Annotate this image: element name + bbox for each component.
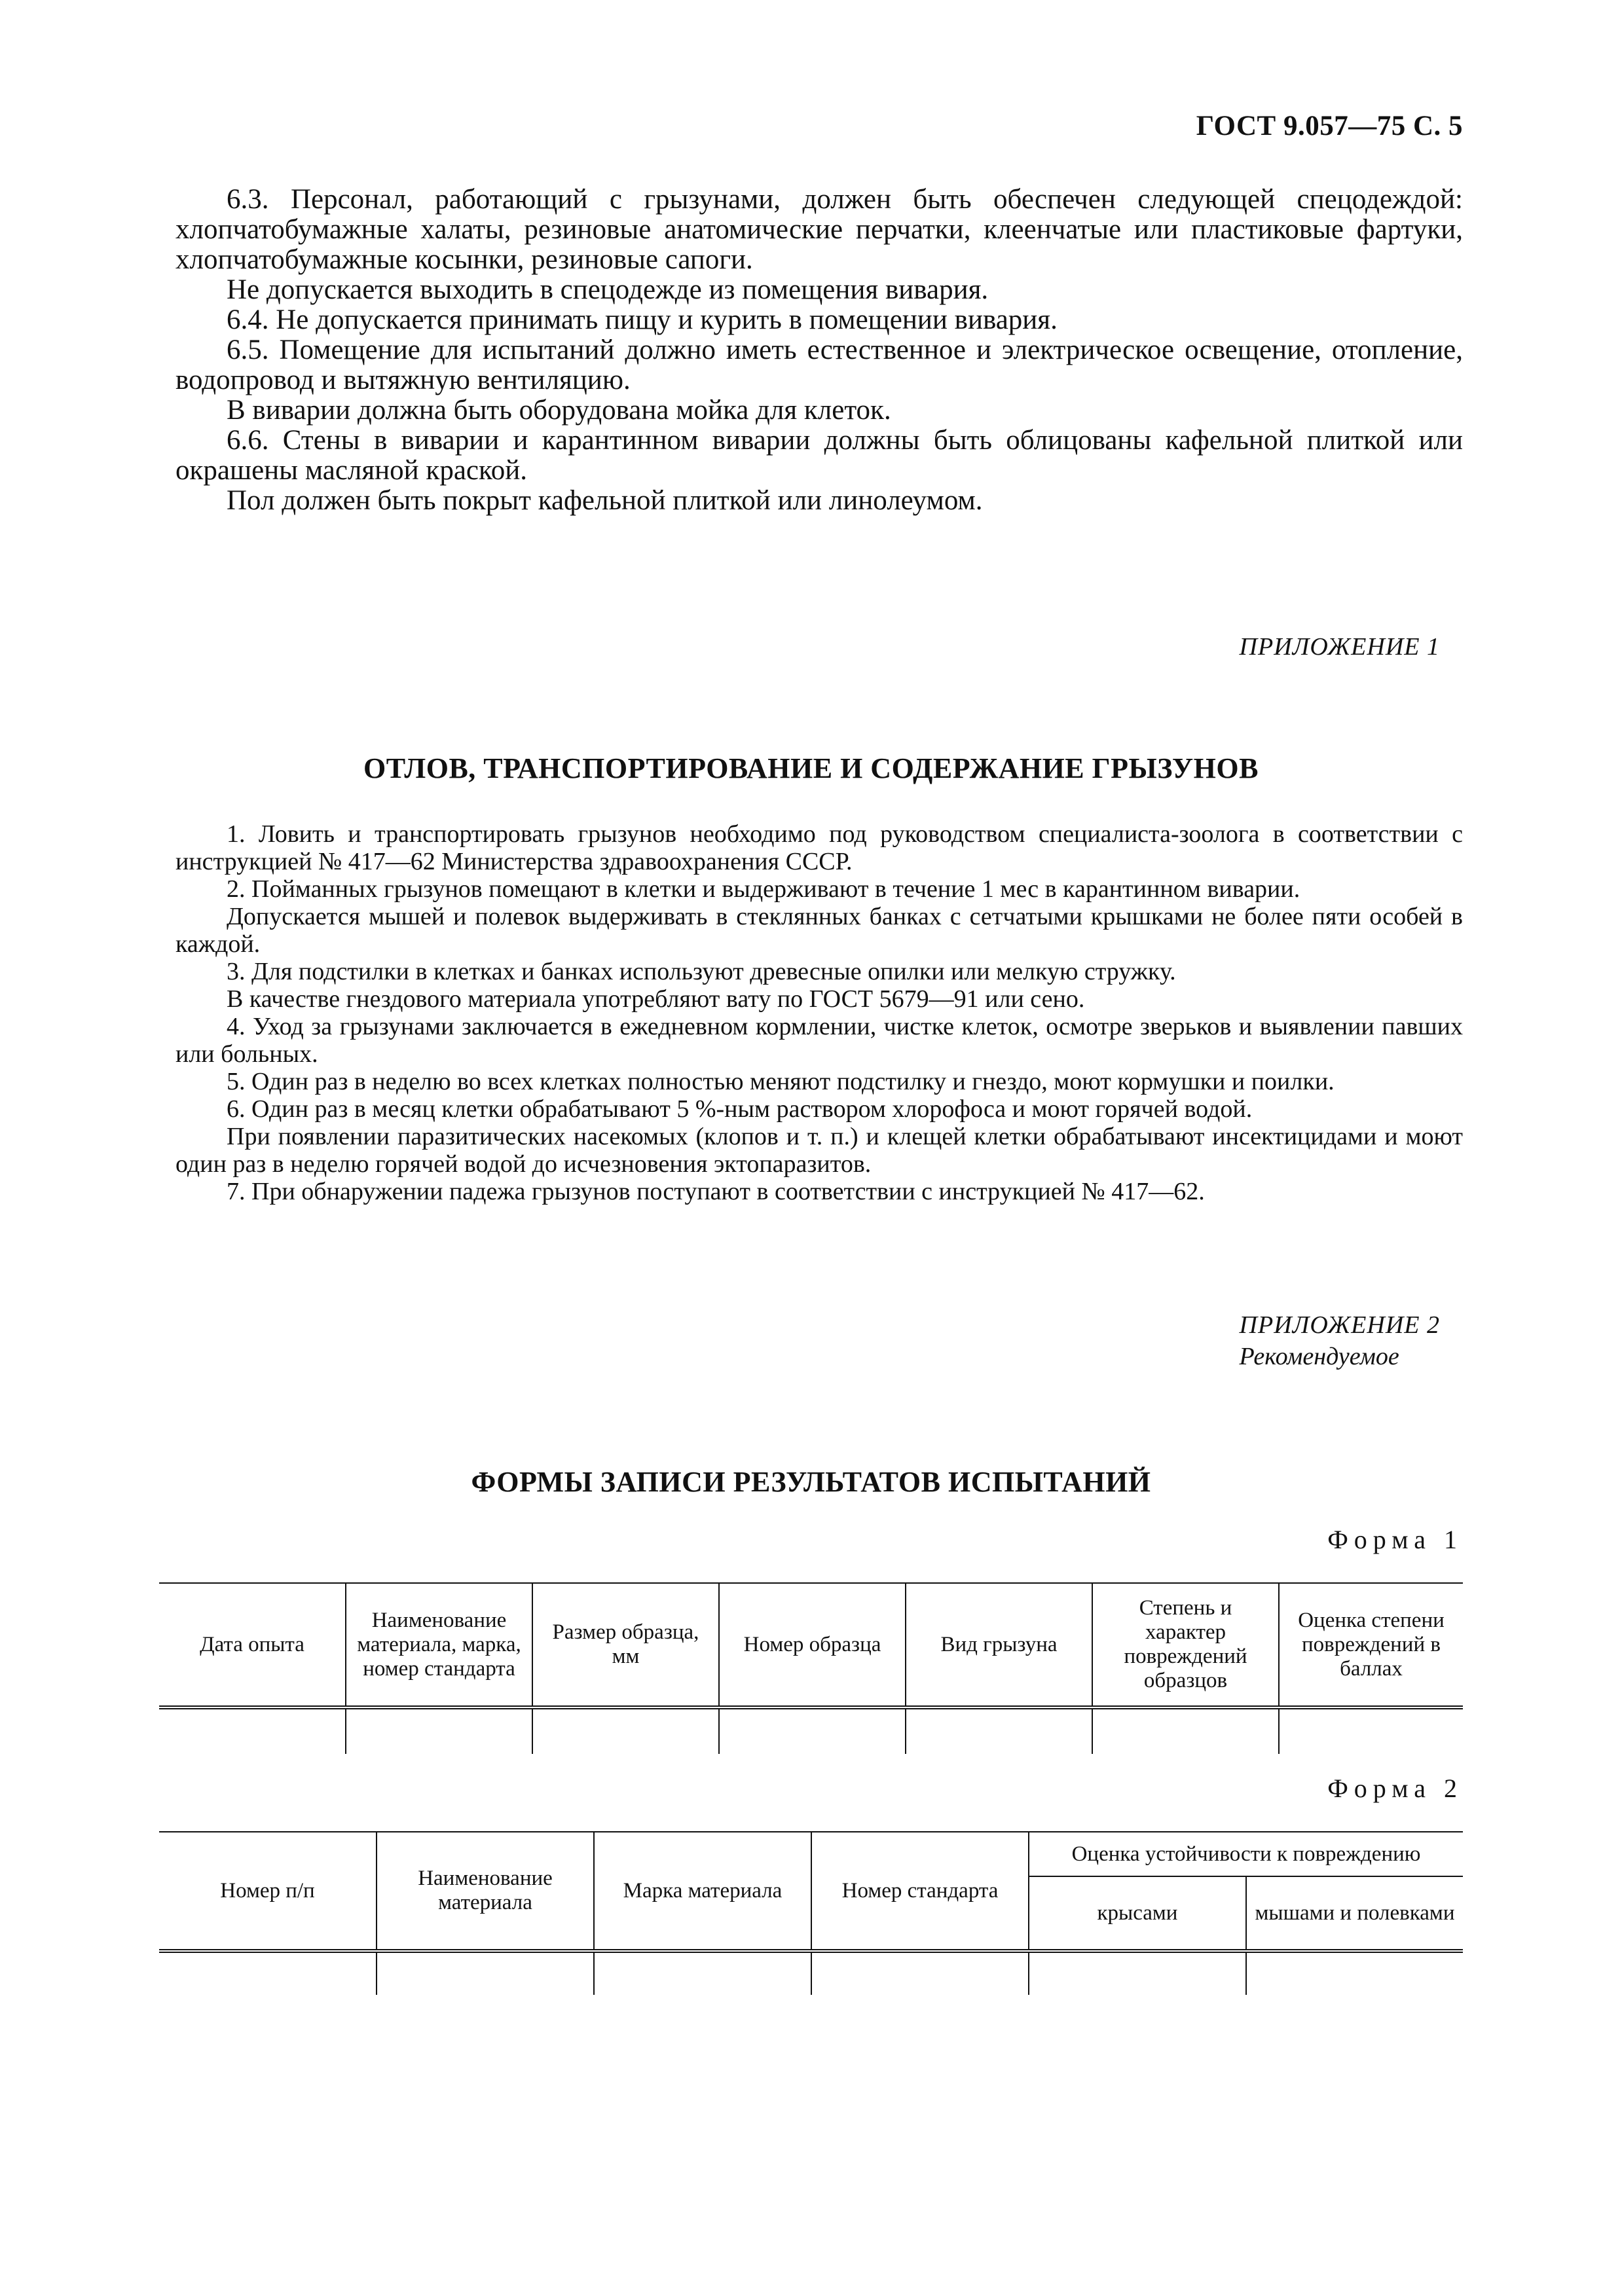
paragraph: 5. Один раз в неделю во всех клетках полностью меняют подстилку и гнездо, моют кормушки и поилки. [227,1068,1335,1095]
table-header: Вид грызуна [906,1583,1092,1707]
appendix-label: ПРИЛОЖЕНИЕ 2 [1239,1311,1440,1339]
appendix-2-label [1240,1309,1440,1372]
section-6-text [175,185,1463,516]
paragraph: Не допускается выходить в спецодежде из помещения вивария. [227,274,989,305]
form-2-label: Форма 2 [1327,1774,1463,1803]
table-header: Марка материала [594,1832,811,1951]
paragraph: При появлении паразитических насекомых (клопов и т. п.) и клещей клетки обрабатывают инсектицидами и моют один раз в неделю горячей водой до исчезновения эктопаразитов. [175,1123,1463,1178]
paragraph: 1. Ловить и транспортировать грызунов необходимо под руководством специалиста-зоолога в соответствии с инструкцией № 417—62 Министерства здравоохранения СССР. [175,820,1463,875]
table-header: Номер п/п [159,1832,377,1951]
appendix-1-label [1240,631,1440,663]
table-cell [377,1951,594,1995]
table-cell [811,1951,1029,1995]
appendix-label: ПРИЛОЖЕНИЕ 1 [1239,633,1440,661]
form-2-table [159,1831,1463,1995]
page-header: ГОСТ 9.057—75 С. 5 [1196,111,1463,141]
paragraph: Допускается мышей и полевок выдерживать в стеклянных банках с сетчатыми крышками не более пяти особей в каждой. [175,903,1463,958]
table-header: Степень и характер повреждений образцов [1092,1583,1279,1707]
table-cell [1279,1707,1463,1754]
paragraph: В виварии должна быть оборудована мойка для клеток. [227,395,891,426]
table-cell [1246,1951,1463,1995]
table-header: Оценка степени повреждений в баллах [1279,1583,1463,1707]
paragraph: 7. При обнаружении падежа грызунов поступают в соответствии с инструкцией № 417—62. [227,1178,1205,1205]
paragraph: Пол должен быть покрыт кафельной плиткой или линолеумом. [227,485,983,516]
table-cell [532,1707,719,1754]
paragraph: 6.3. Персонал, работающий с грызунами, должен быть обеспечен следующей спецодеждой: хлопчатобумажные халаты, резиновые анатомические перчатки, клеенчатые или пластиковые фартуки, хлопчатобумажные косынки, резиновые сапоги. [175,184,1463,275]
table-cell [159,1707,346,1754]
paragraph: 2. Пойманных грызунов помещают в клетки и выдерживают в течение 1 мес в карантинном виварии. [227,875,1300,903]
paragraph: 6.4. Не допускается принимать пищу и курить в помещении вивария. [227,304,1058,335]
appendix-1-title: ОТЛОВ, ТРАНСПОРТИРОВАНИЕ И СОДЕРЖАНИЕ ГРЫЗУНОВ [363,752,1259,784]
table-cell [346,1707,532,1754]
form-1-table [159,1582,1463,1754]
paragraph: В качестве гнездового материала употребляют вату по ГОСТ 5679—91 или сено. [227,985,1085,1013]
table-header: Размер образца, мм [532,1583,719,1707]
table-header: Номер стандарта [811,1832,1029,1951]
table-header: крысами [1029,1876,1246,1951]
appendix-2-title: ФОРМЫ ЗАПИСИ РЕЗУЛЬТАТОВ ИСПЫТАНИЙ [471,1466,1151,1498]
table-cell [594,1951,811,1995]
table-row [159,1951,1463,1995]
table-cell [906,1707,1092,1754]
table-header: Номер образца [719,1583,906,1707]
table-header: Наименование материала, марка, номер стандарта [346,1583,532,1707]
appendix-sublabel: Рекомендуемое [1239,1343,1399,1370]
paragraph: 6.6. Стены в виварии и карантинном виварии должны быть облицованы кафельной плиткой или окрашены масляной краской. [175,425,1463,486]
paragraph: 6. Один раз в месяц клетки обрабатывают 5 %-ным раствором хлорофоса и моют горячей водой. [227,1095,1253,1123]
table-group-header: Оценка устойчивости к повреждению [1029,1832,1463,1876]
form-1-label: Форма 1 [1327,1525,1463,1554]
paragraph: 6.5. Помещение для испытаний должно иметь естественное и электрическое освещение, отопление, водопровод и вытяжную вентиляцию. [175,335,1463,395]
paragraph: 4. Уход за грызунами заключается в ежедневном кормлении, чистке клеток, осмотре зверьков и выявлении павших или больных. [175,1013,1463,1068]
table-header: Дата опыта [159,1583,346,1707]
paragraph: 3. Для подстилки в клетках и банках используют древесные опилки или мелкую стружку. [227,958,1176,985]
table-header: мышами и полевками [1246,1876,1463,1951]
table-cell [159,1951,377,1995]
table-row [159,1707,1463,1754]
table-cell [719,1707,906,1754]
table-header: Наименование материала [377,1832,594,1951]
appendix-1-text [175,820,1463,1205]
table-cell [1092,1707,1279,1754]
table-cell [1029,1951,1246,1995]
